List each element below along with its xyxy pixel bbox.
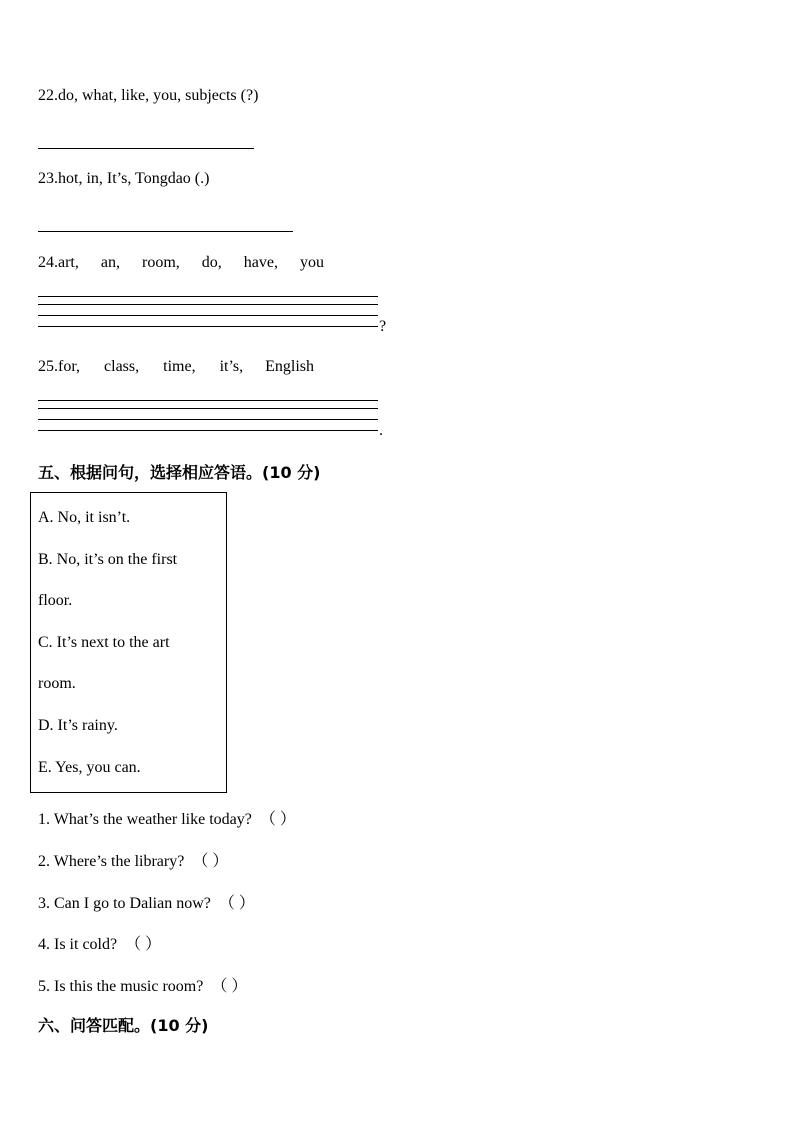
word: do, (201, 254, 222, 271)
question-text: 5. Is this the music room? (38, 978, 204, 995)
writing-line[interactable] (38, 400, 378, 401)
option-b: B. No, it’s on the first (38, 551, 178, 568)
question-number: 23. (38, 170, 58, 187)
question-25 (38, 358, 314, 376)
writing-line[interactable] (38, 315, 378, 316)
word: class, (104, 358, 140, 375)
option-d: D. It’s rainy. (38, 717, 118, 734)
end-mark: . (379, 422, 383, 439)
word: room, (141, 254, 180, 271)
option-c-continued: room. (38, 675, 76, 692)
writing-line[interactable] (38, 430, 378, 431)
writing-line[interactable] (38, 296, 378, 297)
section-6-heading: 六、问答匹配。(10 分) (38, 1016, 209, 1035)
question-number: 24. (38, 254, 58, 271)
question-text: do, what, like, you, subjects (?) (58, 87, 259, 104)
word: art, (58, 254, 79, 271)
writing-line[interactable] (38, 408, 378, 409)
answer-blank[interactable]: （ ） (259, 811, 296, 828)
question-23 (38, 170, 209, 188)
question-number: 25. (38, 358, 58, 375)
writing-line[interactable] (38, 326, 378, 327)
question-text: hot, in, It’s, Tongdao (.) (58, 170, 210, 187)
answer-line[interactable] (38, 148, 254, 149)
question-text: 4. Is it cold? (38, 936, 118, 953)
word: for, (58, 358, 81, 375)
option-c: C. It’s next to the art (38, 634, 170, 651)
question-2 (38, 848, 228, 871)
question-22 (38, 87, 258, 105)
end-mark: ? (379, 318, 387, 335)
question-text: 1. What’s the weather like today? (38, 811, 252, 828)
question-text: 2. Where’s the library? (38, 853, 185, 870)
answer-blank[interactable]: （ ） (125, 936, 162, 953)
option-a: A. No, it isn’t. (38, 509, 131, 526)
writing-line[interactable] (38, 419, 378, 420)
answer-line[interactable] (38, 231, 293, 232)
section-5-heading: 五、根据问句，选择相应答语。(10 分) (38, 463, 321, 482)
word: English (265, 358, 315, 375)
answer-blank[interactable]: （ ） (192, 853, 229, 870)
option-e: E. Yes, you can. (38, 759, 141, 776)
word: time, (163, 358, 196, 375)
question-text: 3. Can I go to Dalian now? (38, 895, 211, 912)
question-24 (38, 254, 324, 272)
question-number: 22. (38, 87, 58, 104)
answer-blank[interactable]: （ ） (218, 895, 255, 912)
writing-line[interactable] (38, 304, 378, 305)
word: an, (100, 254, 120, 271)
answer-blank[interactable]: （ ） (211, 978, 248, 995)
question-1 (38, 806, 296, 829)
question-3 (38, 890, 255, 913)
question-5 (38, 973, 247, 996)
option-b-continued: floor. (38, 592, 73, 609)
word: it’s, (219, 358, 244, 375)
question-4 (38, 931, 161, 954)
word: have, (243, 254, 278, 271)
word: you (299, 254, 324, 271)
